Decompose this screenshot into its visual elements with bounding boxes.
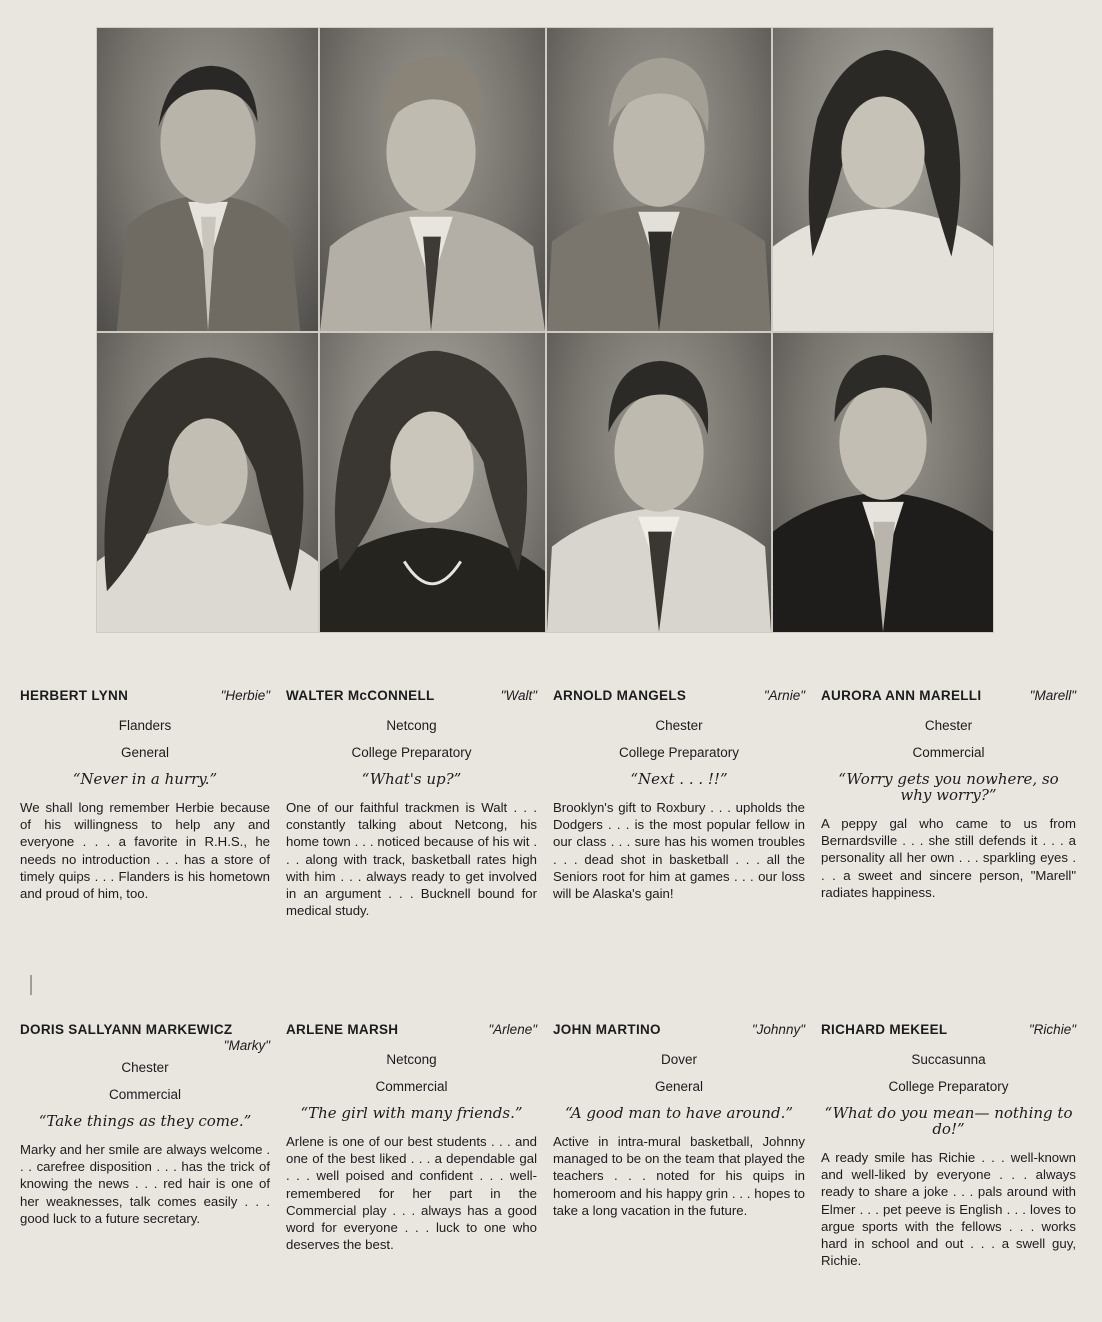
portrait-john-martino — [546, 332, 772, 633]
portrait-arlene-marsh — [319, 332, 546, 633]
student-name: HERBERT LYNN — [20, 688, 129, 703]
entry-walter-mcconnell — [286, 688, 537, 988]
student-town: Chester — [655, 718, 703, 733]
student-course: Commercial — [375, 1079, 448, 1094]
entry-john-martino — [553, 1022, 805, 1322]
student-course: General — [654, 1079, 704, 1094]
student-town: Flanders — [118, 718, 172, 733]
entry-richard-mekeel — [821, 1022, 1076, 1322]
student-motto: “Next . . . !!” — [630, 770, 728, 788]
student-motto: “Never in a hurry.” — [72, 770, 218, 788]
student-town: Dover — [660, 1052, 697, 1067]
student-description: Marky and her smile are always welcome . . . carefree disposition . . . has the trick of knowing the news . . . red hair is one of her weaknesses, talk comes easily . . . good luck to a future secretary. — [20, 1142, 270, 1226]
student-description: A peppy gal who came to us from Bernardsville . . . she still defends it . . . a personality all her own . . . sparkling eyes . . . a sweet and sincere person, "Marell" radiates happiness. — [821, 816, 1076, 900]
student-nickname: "Richie" — [1028, 1022, 1076, 1037]
student-motto: “A good man to have around.” — [564, 1104, 794, 1122]
entry-arlene-marsh — [286, 1022, 537, 1322]
portrait-herbert-lynn — [96, 27, 319, 332]
student-name: AURORA ANN MARELLI — [821, 688, 982, 703]
portrait-grid — [96, 27, 994, 633]
portrait-aurora-ann-marelli — [772, 27, 994, 332]
student-description: Arlene is one of our best students . . . and one of the best liked . . . a dependable gal . . . well poised and confident . . . well-remembered for her part in the Commercial play . . . always has a good word for everyone . . . luck to one who deserves the best. — [286, 1134, 537, 1253]
student-town: Netcong — [386, 1052, 437, 1067]
portrait-richard-mekeel — [772, 332, 994, 633]
student-motto: “What's up?” — [361, 770, 462, 788]
entry-aurora-ann-marelli — [821, 688, 1076, 988]
entry-arnold-mangels — [553, 688, 805, 988]
student-motto: “The girl with many friends.” — [300, 1104, 523, 1122]
student-nickname: "Marell" — [1029, 688, 1076, 703]
student-town: Chester — [121, 1060, 169, 1075]
student-name: DORIS SALLYANN MARKEWICZ — [20, 1022, 233, 1037]
student-description: One of our faithful trackmen is Walt . . . constantly talking about Netcong, his home town . . . noticed because of his wit . . . along with track, basketball rates high with him . . . always ready to get involved in an argument . . . Bucknell bound for medical study. — [286, 800, 537, 919]
student-description: A ready smile has Richie . . . well-known and well-liked by everyone . . . always ready to share a joke . . . pals around with Elmer . . . pet peeve is English . . . loves to argue sports with the fellows . . . works hard in school and out . . . a swell guy, Richie. — [821, 1150, 1076, 1269]
portrait-arnold-mangels — [546, 27, 772, 332]
student-course: College Preparatory — [888, 1079, 1009, 1094]
student-name: WALTER McCONNELL — [286, 688, 435, 703]
student-nickname: "Arlene" — [488, 1022, 537, 1037]
entry-doris-sallyann-markewicz — [20, 1022, 270, 1322]
student-motto: “What do you mean— nothing to do!” — [824, 1104, 1073, 1138]
student-motto: “Take things as they come.” — [38, 1112, 252, 1130]
student-motto: “Worry gets you nowhere, so why worry?” — [838, 770, 1059, 804]
student-name: ARNOLD MANGELS — [553, 688, 687, 703]
student-town: Succasunna — [911, 1052, 986, 1067]
student-name: RICHARD MEKEEL — [821, 1022, 948, 1037]
entry-herbert-lynn — [20, 688, 270, 988]
student-course: College Preparatory — [351, 745, 472, 760]
student-nickname: "Marky" — [223, 1038, 270, 1053]
student-town: Chester — [924, 718, 973, 733]
student-nickname: "Walt" — [500, 688, 537, 703]
student-town: Netcong — [386, 718, 437, 733]
student-course: General — [120, 745, 170, 760]
student-entries — [20, 688, 1082, 1288]
student-description: Brooklyn's gift to Roxbury . . . upholds the Dodgers . . . is the most popular fellow in our class . . . sure has his women troubles . . . dead shot in basketball . . . all the Seniors root for him at games . . . our loss will be Alaska's gain! — [553, 800, 805, 902]
student-nickname: "Arnie" — [763, 688, 805, 703]
student-course: Commercial — [912, 745, 985, 760]
student-description: Active in intra-mural basketball, Johnny managed to be on the team that played the teachers . . . noted for his quips in homeroom and his happy grin . . . hopes to take a long vacation in the future. — [553, 1134, 805, 1218]
student-nickname: "Johnny" — [751, 1022, 805, 1037]
student-nickname: "Herbie" — [220, 688, 270, 703]
portrait-walter-mcconnell — [319, 27, 546, 332]
student-course: Commercial — [108, 1087, 181, 1102]
student-course: College Preparatory — [618, 745, 740, 760]
student-name: ARLENE MARSH — [286, 1022, 399, 1037]
portrait-doris-sallyann-markewicz — [96, 332, 319, 633]
student-name: JOHN MARTINO — [553, 1022, 661, 1037]
student-description: We shall long remember Herbie because of his willingness to help any and everyone . . . a favorite in R.H.S., he needs no introduction . . . has a store of timely quips . . . Flanders is his hometown and proud of him, too. — [20, 800, 270, 902]
